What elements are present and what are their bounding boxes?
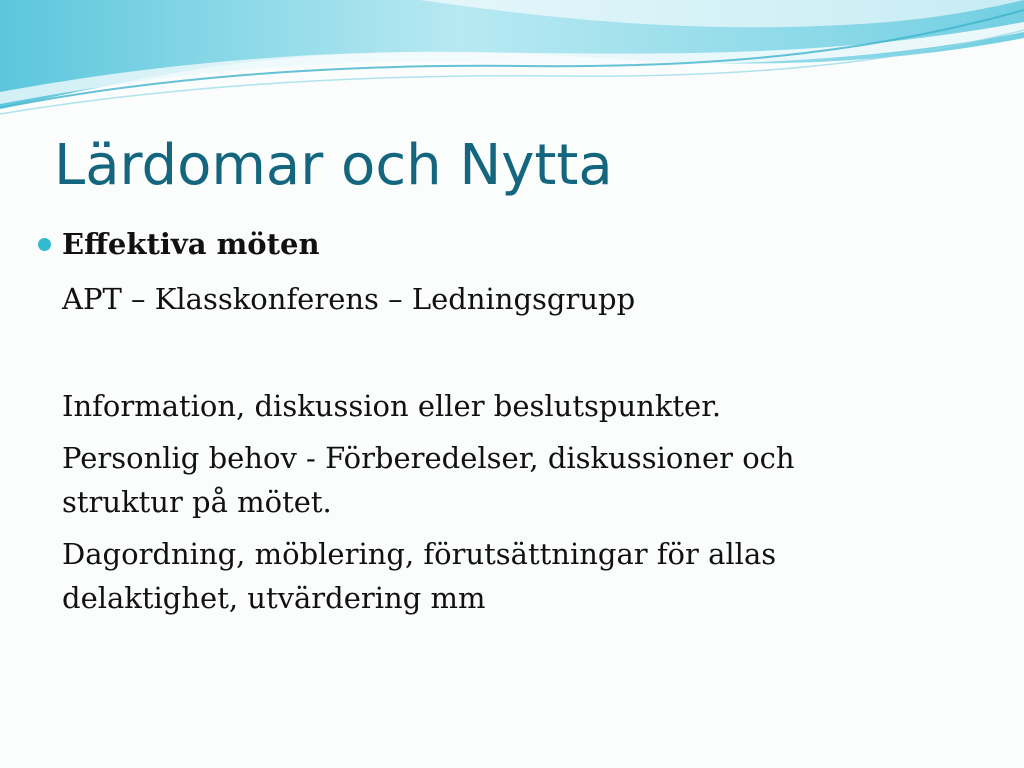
paragraph-information: Information, diskussion eller beslutspunkter. [62,389,722,423]
bullet-text: Effektiva möten [62,227,320,261]
bullet-dot-icon [38,238,51,251]
bullet-item [62,224,962,264]
paragraph-spacer [62,321,962,384]
slide-title: Lärdomar och Nytta [54,133,613,198]
slide-content [62,224,962,620]
paragraph-agenda: Dagordning, möblering, förutsättningar för allas delaktighet, utvärdering mm [62,537,777,615]
header-wave-decoration [0,0,1024,130]
paragraph-apt: APT – Klasskonferens – Ledningsgrupp [62,282,636,316]
paragraph-personal-needs: Personlig behov - Förberedelser, diskussioner och struktur på mötet. [62,441,795,519]
